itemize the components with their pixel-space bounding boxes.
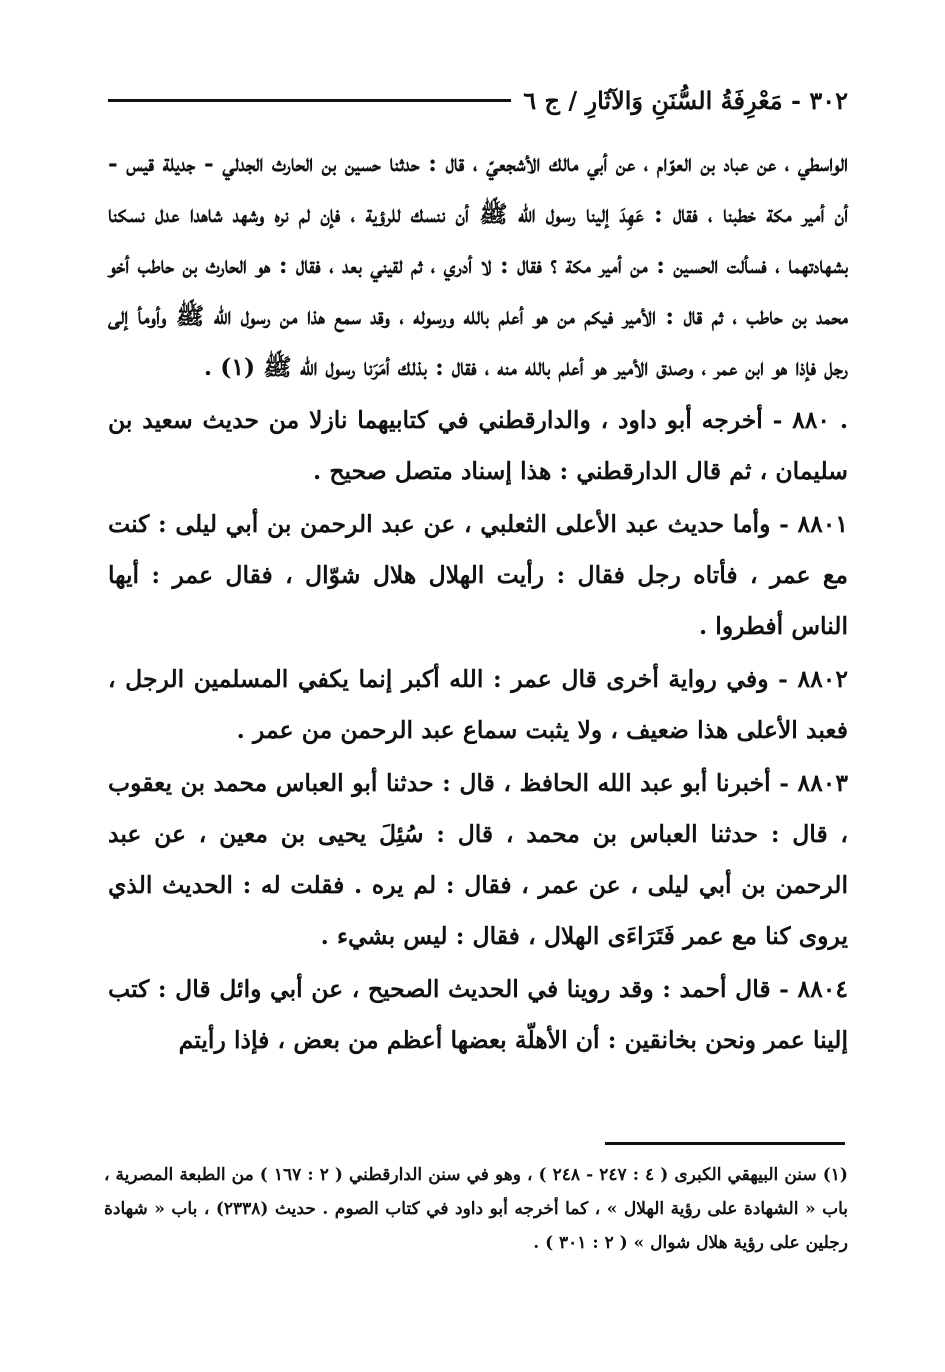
footnote-separator (605, 1142, 845, 1145)
paragraph-8803: ٨٨٠٣ - أخبرنا أبو عبد الله الحافظ ، قال : حدثنا أبو العباس محمد بن يعقوب ، قال : حدثنا العباس بن محمد ، قال : سُئِلَ يحيى بن معين ، عن عبد الرحمن بن أبي ليلى ، عن عمر ، فقال : لم يره . فقلت له : الحديث الذي يروى كنا مع عمر فَتَرَاءَى الهلال ، فقال : ليس بشيء . (108, 769, 848, 950)
main-text (108, 138, 848, 1066)
paragraph-continued-hadith: الواسطي ، عن عباد بن العوّام ، عن أبي مالك الأشجعيّ ، قال : حدثنا حسين بن الحارث الجدلي - جديلة قيس - أن أمير مكة خطبنا ، فقال : عَهِدَ إلينا رسول الله ﷺ أن ننسك للرؤية ، فإن لم نره وشهد شاهدا عدل نسكنا بشهادتهما ، فسألت الحسين : من أمير مكة ؟ فقال : لا أدري ، ثم لقيني بعد ، فقال : هو الحارث بن حاطب أخو محمد بن حاطب ، ثم قال : الأمير فيكم من هو أعلم بالله ورسوله ، وقد سمع هذا من رسول الله ﷺ وأومأ إلى رجل فإذا هو ابن عمر ، وصدق الأمير هو أعلم بالله منه ، فقال : بذلك أمَرَنا رسول الله ﷺ (١) . (108, 149, 848, 381)
footnote-1: (١) سنن البيهقي الكبرى ( ٤ : ٢٤٧ - ٢٤٨ ) ، وهو في سنن الدارقطني ( ٢ : ١٦٧ ) من الطبعة المصرية ، باب « الشهادة على رؤية الهلال » ، كما أخرجه أبو داود في كتاب الصوم . حديث (٢٣٣٨) ، باب « شهادة رجلين على رؤية هلال شوال » ( ٢ : ٣٠١ ) . (104, 1165, 849, 1253)
paragraph-8800: . ٨٨٠ - أخرجه أبو داود ، والدارقطني في كتابيهما نازلا من حديث سعيد بن سليمان ، ثم قال الدارقطني : هذا إسناد متصل صحيح . (108, 406, 848, 485)
paragraph-8801: ٨٨٠١ - وأما حديث عبد الأعلى الثعلبي ، عن عبد الرحمن بن أبي ليلى : كنت مع عمر ، فأتاه رجل فقال : رأيت الهلال هلال شوّال ، فقال عمر : أيها الناس أفطروا . (108, 510, 848, 640)
footnotes (104, 1158, 848, 1260)
paragraph-8802: ٨٨٠٢ - وفي رواية أخرى قال عمر : الله أكبر إنما يكفي المسلمين الرجل ، فعبد الأعلى هذا ضعيف ، ولا يثبت سماع عبد الرحمن من عمر . (108, 665, 848, 744)
page-header (108, 78, 848, 122)
header-rule (108, 99, 511, 102)
paragraph-8804: ٨٨٠٤ - قال أحمد : وقد روينا في الحديث الصحيح ، عن أبي وائل قال : كتب إلينا عمر ونحن بخانقين : أن الأهلّة بعضها أعظم من بعض ، فإذا رأيتم (108, 975, 848, 1054)
running-title: ٣٠٢ - مَعْرِفَةُ السُّنَنِ وَالآثَارِ / ج ٦ (523, 85, 848, 115)
